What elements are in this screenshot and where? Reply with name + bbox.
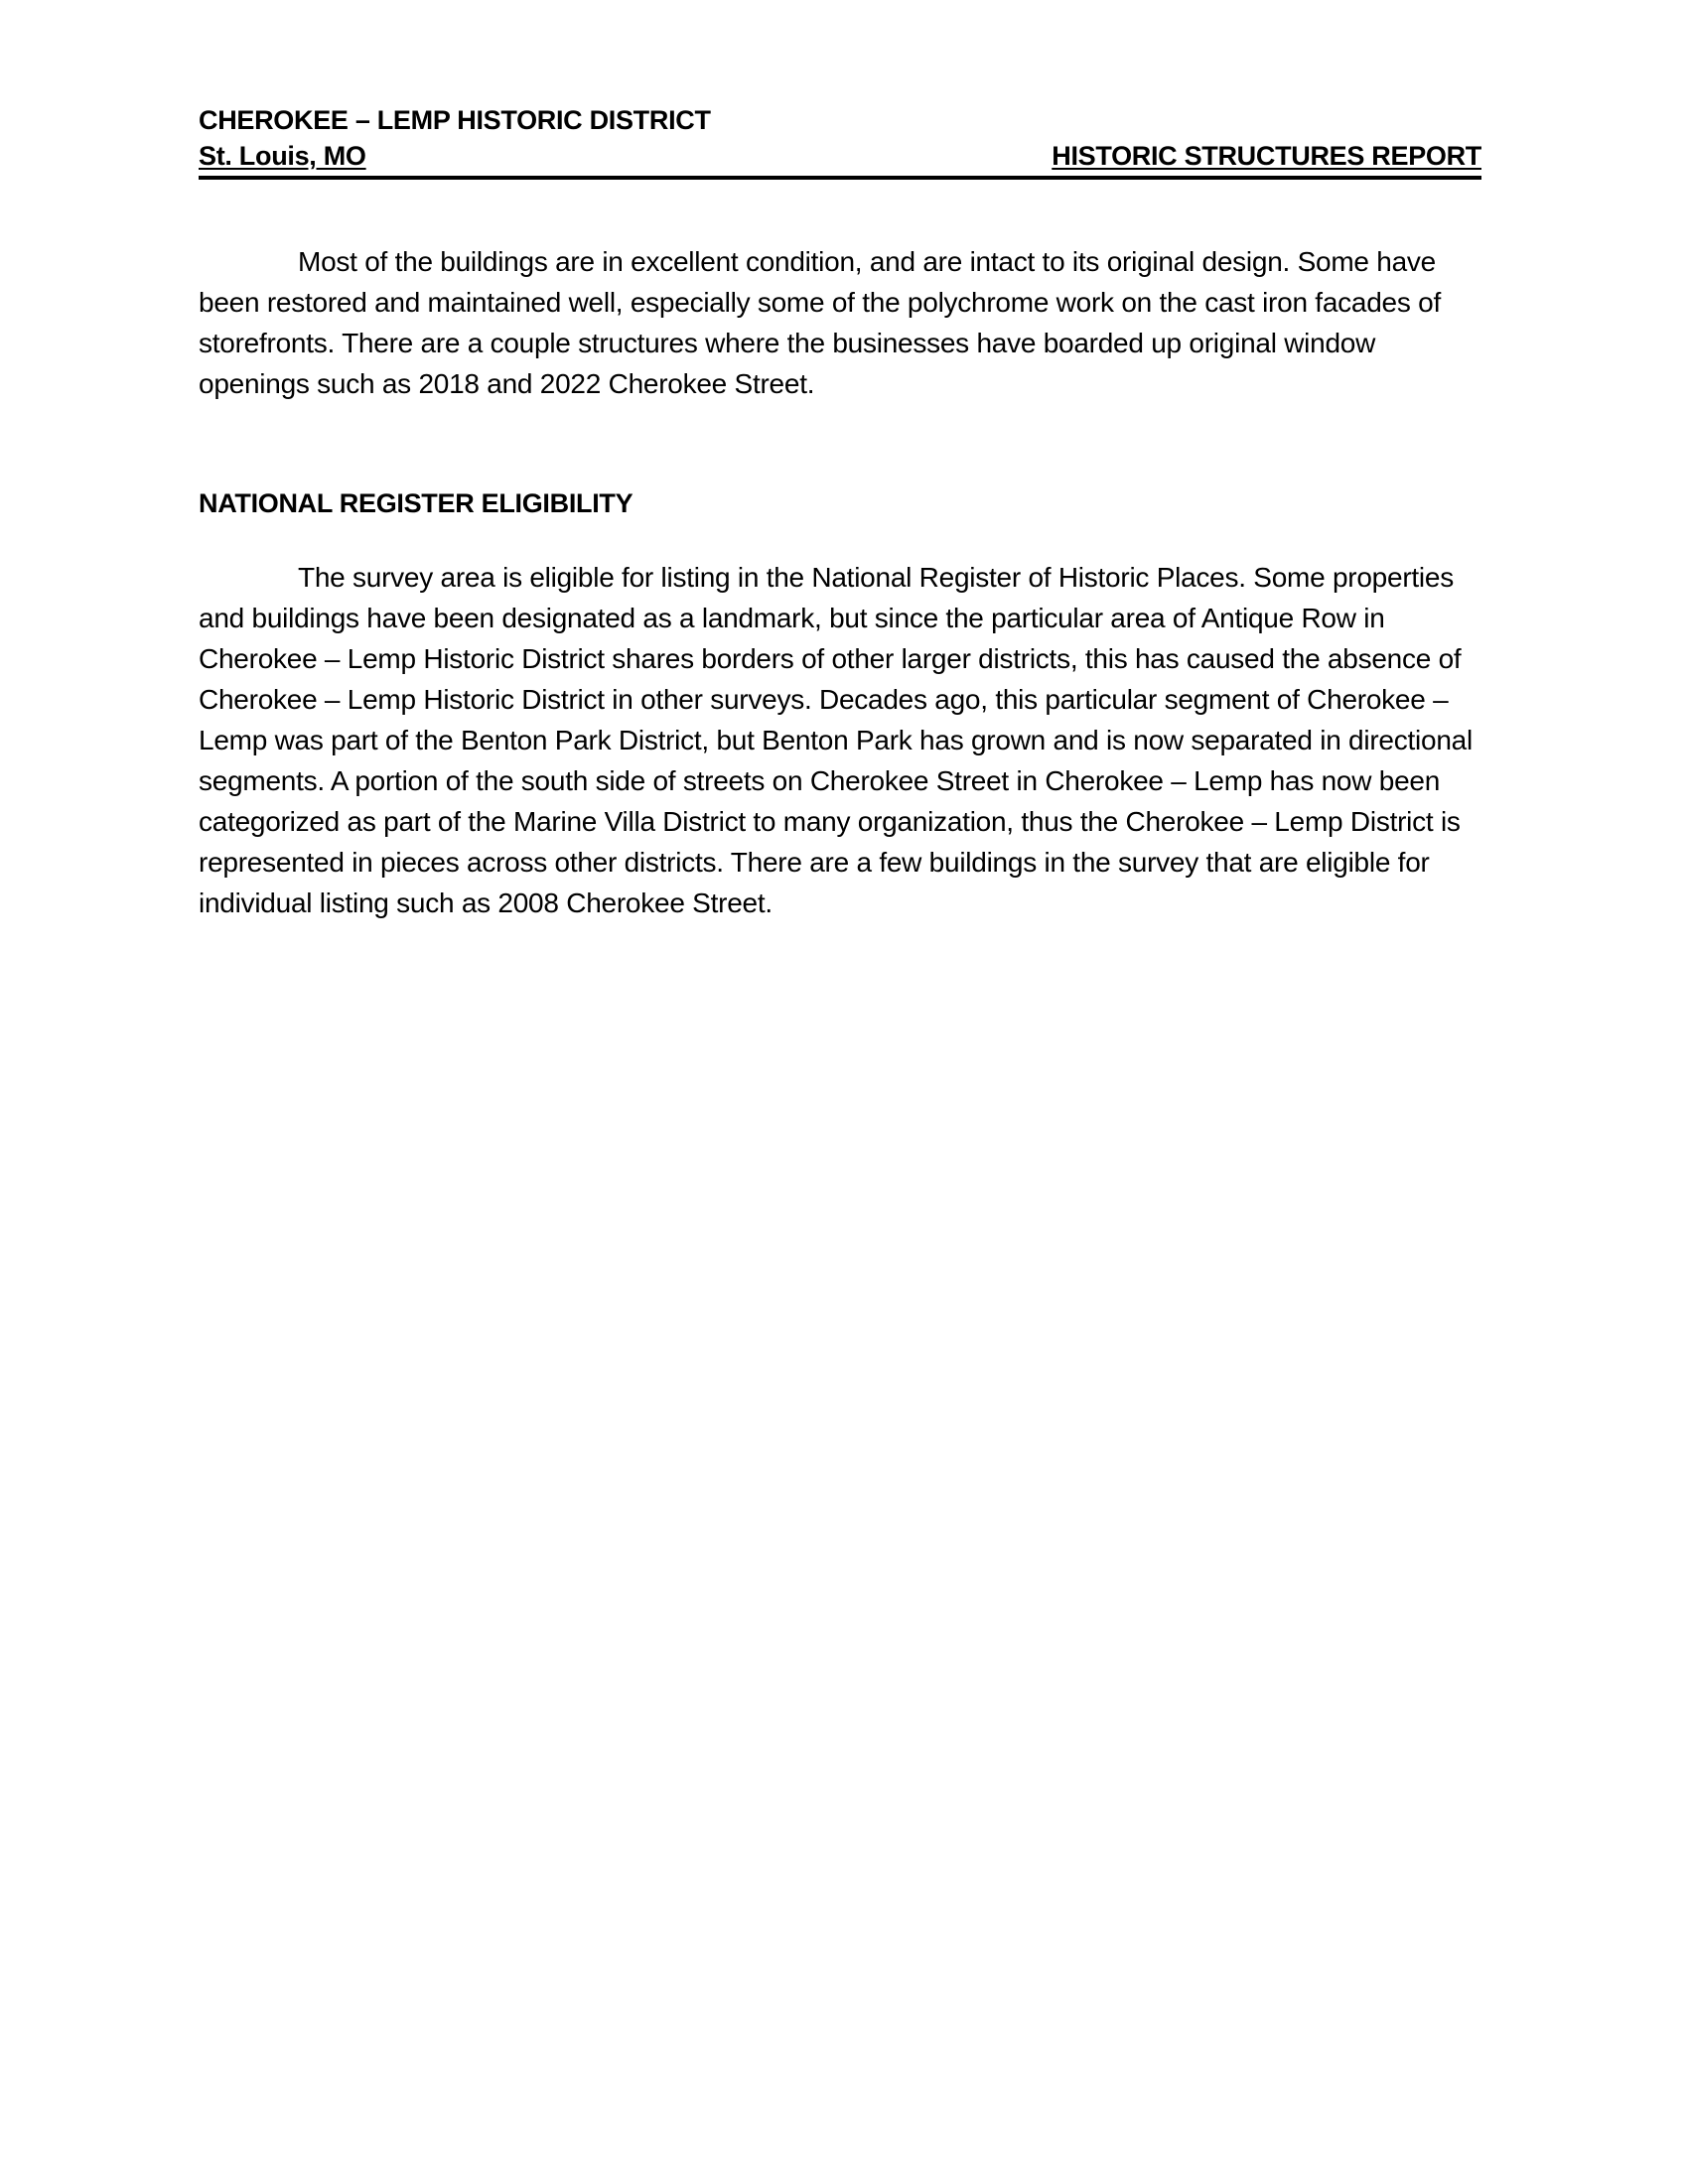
eligibility-paragraph: The survey area is eligible for listing in the National Register of Historic Places. Some properties and buildings have been designated as a landmark, but since the particular area of Antique Row in Cherokee – Lemp Historic District shares borders of other larger districts, this has caused the absence of Cherokee – Lemp Historic District in other surveys. Decades ago, this particular segment of Cherokee – Lemp was part of the Benton Park District, but Benton Park has grown and is now separated in directional segments. A portion of the south side of streets on Cherokee Street in Cherokee – Lemp has now been categorized as part of the Marine Villa District to many organization, thus the Cherokee – Lemp District is represented in pieces across other districts. There are a few buildings in the survey that are eligible for individual listing such as 2008 Cherokee Street. xyxy=(199,562,1473,918)
page-header xyxy=(199,102,1481,180)
header-divider xyxy=(199,176,1481,180)
header-subline xyxy=(199,138,1481,174)
condition-paragraph: Most of the buildings are in excellent condition, and are intact to its original design. Some have been restored and maintained well, especially some of the polychrome work on the cast iron facades of storefronts. There are a couple structures where the businesses have boarded up original window openings such as 2018 and 2022 Cherokee Street. xyxy=(199,246,1442,399)
section-heading: NATIONAL REGISTER ELIGIBILITY xyxy=(199,488,633,518)
district-title: CHEROKEE – LEMP HISTORIC DISTRICT xyxy=(199,105,711,135)
document-page xyxy=(199,102,1481,923)
report-type-label: HISTORIC STRUCTURES REPORT xyxy=(1052,141,1481,171)
location-label: St. Louis, MO xyxy=(199,141,366,171)
